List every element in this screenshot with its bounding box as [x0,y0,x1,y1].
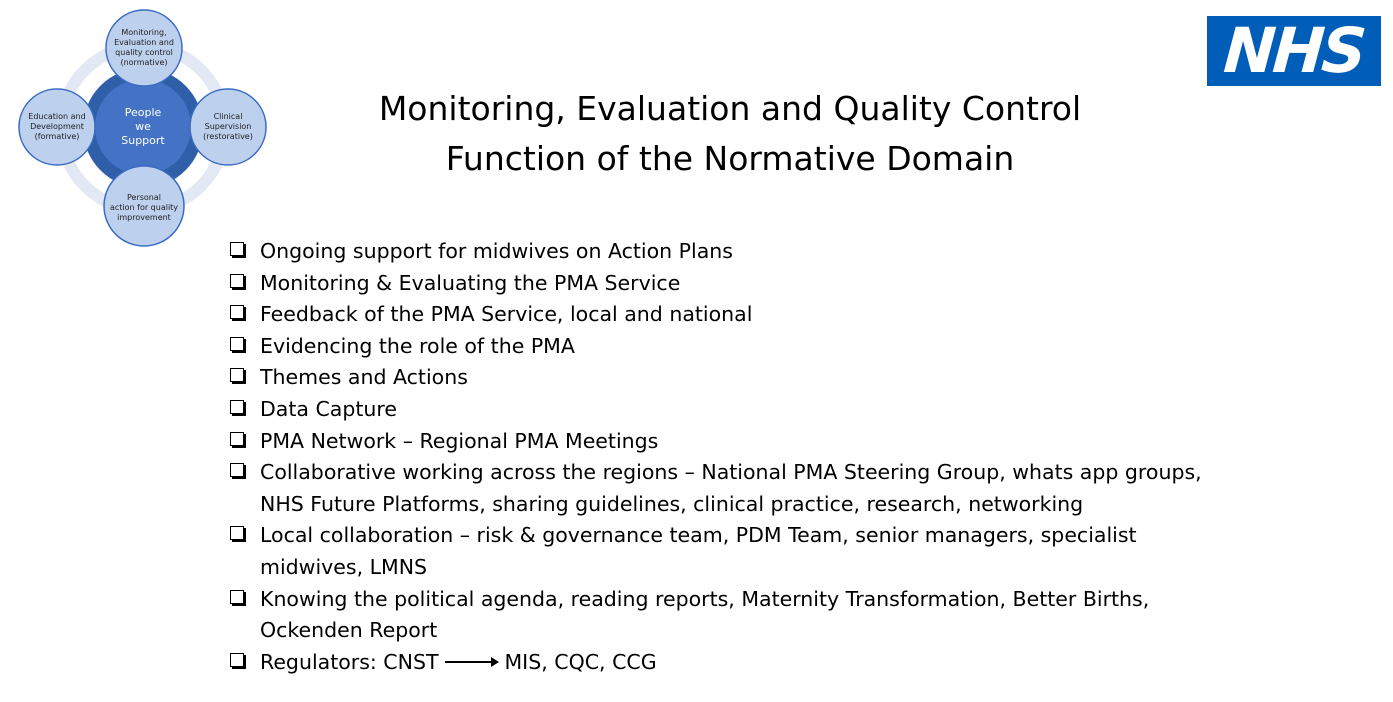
bullet-text: Feedback of the PMA Service, local and national [260,302,753,327]
bullet-item [228,520,1228,583]
bullet-item [228,236,1228,268]
bullet-text: Themes and Actions [260,365,468,390]
diagram-node-right: Clinical Supervision (restorative) [203,112,253,141]
bullet-item [228,394,1228,426]
checkbox-bullet-icon [230,432,244,446]
diagram-node-top: Monitoring, Evaluation and quality control (normative) [114,28,174,67]
regulators-label: Regulators: CNST [260,649,439,674]
diagram-center-label: People we Support [121,106,165,147]
bullet-text: Evidencing the role of the PMA [260,333,575,358]
checkbox-bullet-icon [230,400,244,414]
right-arrow-icon [445,661,497,663]
regulators-list: MIS, CQC, CCG [504,649,657,674]
bullet-text: Ongoing support for midwives on Action Plans [260,239,733,263]
checkbox-bullet-icon [230,305,244,319]
bullet-item [228,331,1228,363]
bullet-list [228,236,1228,678]
bullet-item-regulators [228,647,1228,679]
supervision-model-diagram [0,0,290,250]
checkbox-bullet-icon [230,590,244,604]
checkbox-bullet-icon [230,463,244,477]
bullet-text: Collaborative working across the regions – National PMA Steering Group, whats app groups, NHS Future Platforms, sharing guidelines, clinical practice, research, networking [260,460,1202,516]
bullet-item [228,426,1228,458]
checkbox-bullet-icon [230,337,244,351]
bullet-item [228,362,1228,394]
bullet-item [228,268,1228,300]
bullet-item [228,584,1228,647]
checkbox-bullet-icon [230,526,244,540]
nhs-logo-text: NHS [1221,14,1367,87]
title-line-1: Monitoring, Evaluation and Quality Control [378,89,1082,128]
bullet-item [228,299,1228,331]
diagram-node-left: Education and Development (formative) [28,112,86,141]
nhs-logo [1207,16,1381,86]
bullet-text: Monitoring & Evaluating the PMA Service [260,270,681,295]
checkbox-bullet-icon [230,653,244,667]
checkbox-bullet-icon [230,274,244,288]
bullet-text: Local collaboration – risk & governance team, PDM Team, senior managers, specialist midwives, LMNS [260,523,1137,579]
checkbox-bullet-icon [230,242,244,256]
title-line-2: Function of the Normative Domain [445,139,1015,178]
bullet-item [228,457,1228,520]
bullet-text: PMA Network – Regional PMA Meetings [260,428,659,453]
bullet-text: Data Capture [260,396,397,421]
bullet-text: Knowing the political agenda, reading reports, Maternity Transformation, Better Births, Ockenden Report [260,586,1150,643]
diagram-node-bottom: Personal action for quality improvement [109,193,179,222]
checkbox-bullet-icon [230,368,244,382]
slide-title [330,84,1130,184]
